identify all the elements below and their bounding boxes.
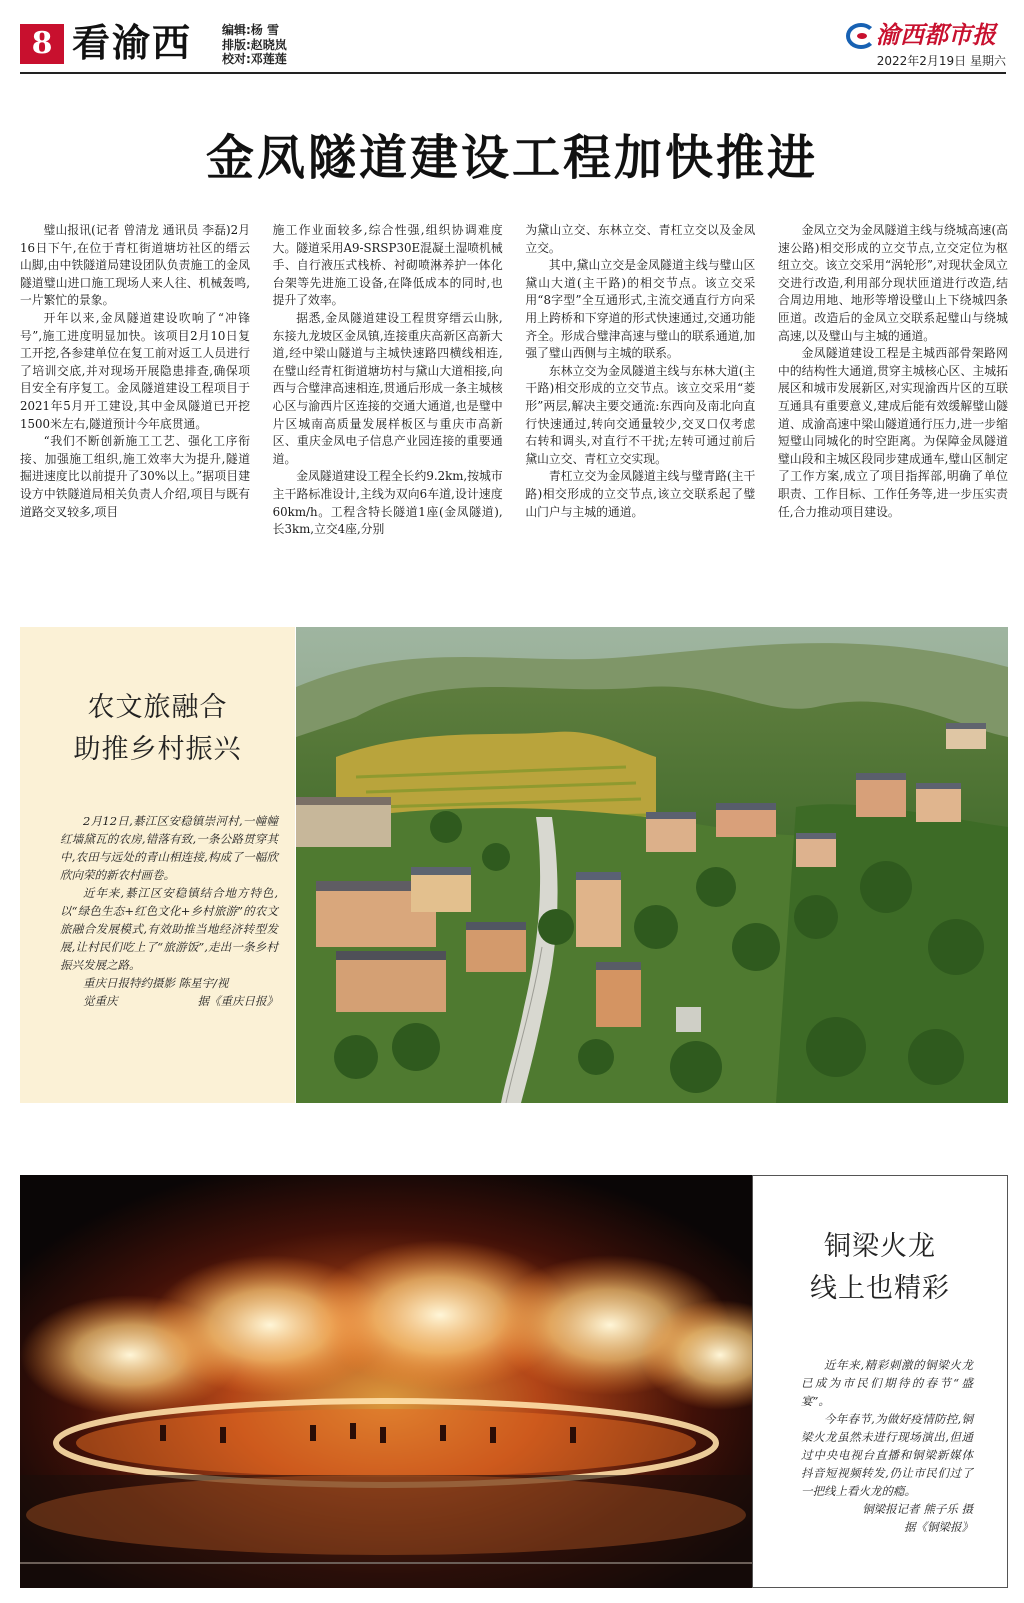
editor-name: 编辑:杨 雪	[222, 23, 279, 37]
village-photo-illustration	[296, 627, 1008, 1103]
paragraph: 东林立交为金凤隧道主线与东林大道(主干路)相交形成的立交节点。该立交采用“菱形”两层,解决主要交通流:东西向及南北向直行快速通过,转向交通量较少,交叉口仅考虑右转和调头,对直行不干扰;左转可通过前后黛山立交、青杠立交实现。	[525, 363, 756, 466]
fire-dragon-photo-illustration	[20, 1175, 752, 1588]
paragraph: 为黛山立交、东林立交、青杠立交以及金凤立交。	[525, 223, 756, 255]
paragraph: 金凤立交为金凤隧道主线与绕城高速(高速公路)相交形成的立交节点,立交定位为枢纽立交。该立交采用“涡轮形”,对现状金凤立交进行改造,利用部分现状匝道进行改造,结合周边用地、地形等增设璧山上下绕城四条匝道。改造后的金凤立交联系起璧山与绕城高速,以及璧山与主城的通道。	[777, 223, 1008, 343]
photo-credit-row	[60, 992, 278, 1010]
caption-paragraph: 近年来,精彩刺激的铜梁火龙已成为市民们期待的春节“盛宴”。	[801, 1358, 973, 1408]
feature-village-caption-panel	[20, 627, 295, 1103]
title-line: 农文旅融合	[87, 692, 228, 723]
paragraph: “我们不断创新施工工艺、强化工序衔接、加强施工组织,施工效率大为提升,隧道掘进速度比以前提升了30%以上。”据项目建设方中铁隧道局相关负责人介绍,项目与既有道路交叉较多,项目	[20, 434, 250, 519]
caption-paragraph: 2月12日,綦江区安稳镇崇河村,一幢幢红墙黛瓦的农房,错落有致,一条公路贯穿其中,农田与远处的青山相连接,构成了一幅欣欣向荣的新农村画卷。	[60, 814, 278, 882]
source-credit: 据《铜梁报》	[904, 1520, 973, 1534]
photo-credit: 重庆日报特约摄影 陈星宇/视	[83, 976, 229, 990]
feature-fire-dragon-title	[753, 1226, 1007, 1310]
paragraph: 其中,黛山立交是金凤隧道主线与璧山区黛山大道(主干路)的相交节点。该立交采用“8字型”全互通形式,主流交通直行方向采用上跨桥和下穿道的形式快速通过,交通功能齐全。形成合璧津高速与璧山的联系通道,加强了璧山西侧与主城的联系。	[525, 258, 756, 361]
issue-date: 2022年2月19日 星期六	[876, 54, 1006, 68]
article-body	[20, 222, 1008, 558]
newspaper-name: 渝西都市报	[876, 20, 996, 49]
masthead-rule	[20, 72, 1006, 74]
title-line: 铜梁火龙	[824, 1231, 936, 1262]
article-column-3	[525, 222, 755, 558]
page-number: 8	[20, 24, 64, 64]
feature-fire-dragon-caption	[801, 1356, 973, 1536]
title-line: 助推乡村振兴	[73, 734, 242, 765]
section-title: 看渝西	[72, 20, 193, 65]
title-line: 线上也精彩	[810, 1273, 950, 1304]
paragraph: 金凤隧道建设工程全长约9.2km,按城市主干路标准设计,主线为双向6车道,设计速度60km/h。工程含特长隧道1座(金凤隧道),长3km,立交4座,分别	[272, 469, 503, 537]
feature-village	[20, 627, 1008, 1103]
source-credit: 据《重庆日报》	[197, 994, 278, 1008]
fire-dragon-photo	[20, 1175, 752, 1588]
photo-credit: 觉重庆	[83, 994, 118, 1008]
paragraph: 开年以来,金凤隧道建设吹响了“冲锋号”,施工进度明显加快。该项目2月10日复工开挖,各参建单位在复工前对返工人员进行了培训交底,并对现场开展隐患排查,确保项目安全有序复工。金凤隧道建设工程项目于2021年5月开工建设,其中金凤隧道已开挖1500米左右,隧道预计今年底贯通。	[20, 310, 250, 431]
main-headline: 金凤隧道建设工程加快推进	[205, 130, 818, 186]
article-column-2	[273, 222, 503, 558]
layout-name: 排版:赵晓岚	[222, 37, 287, 52]
feature-fire-dragon	[20, 1175, 1008, 1588]
caption-paragraph: 今年春节,为做好疫情防控,铜梁火龙虽然未进行现场演出,但通过中央电视台直播和铜梁新媒体抖音短视频转发,仍让市民们过了一把线上看火龙的瘾。	[801, 1412, 973, 1498]
paragraph: 青杠立交为金凤隧道主线与璧青路(主干路)相交形成的立交节点,该立交联系起了璧山门户与主城的通道。	[525, 469, 756, 519]
feature-fire-dragon-caption-panel	[752, 1175, 1008, 1588]
paragraph: 据悉,金凤隧道建设工程贯穿缙云山脉,东接九龙坡区金凤镇,连接重庆高新区高新大道,经中梁山隧道与主城快速路四横线相连,在璧山经青杠街道塘坊村与黛山大道相接,向西与合璧津高速相连,贯通后形成一条主城核心区与渝西片区连接的交通大通道,也是璧中片区城南高质量发展样板区与重庆市高新区、重庆金凤电子信息产业园连接的重要通道。	[272, 310, 503, 466]
masthead	[20, 18, 1006, 72]
feature-village-title	[20, 687, 295, 771]
paragraph: 施工作业面较多,综合性强,组织协调难度大。隧道采用A9-SRSP30E混凝土湿喷机械手、自行液压式栈桥、衬砌喷淋养护一体化台架等先进施工设备,在降低成本的同时,也提升了效率。	[272, 223, 503, 308]
editor-credits	[222, 23, 287, 67]
article-column-4	[778, 222, 1008, 558]
newspaper-logo	[846, 20, 1006, 70]
logo-icon	[846, 23, 876, 49]
village-aerial-photo	[296, 627, 1008, 1103]
proofreader-name: 校对:邓莲莲	[222, 52, 287, 66]
article-column-1	[20, 222, 250, 558]
photo-credit: 铜梁报记者 熊子乐 摄	[862, 1502, 973, 1516]
paragraph: 金凤隧道建设工程是主城西部骨架路网中的结构性大通道,贯穿主城核心区、主城拓展区和城市发展新区,对实现渝西片区的互联互通具有重要意义,建成后能有效缓解璧山隧道、成渝高速中梁山隧道通行压力,进一步缩短璧山同城化的时空距离。为保障金凤隧道璧山段和主城区段同步建成通车,璧山区制定了工作方案,成立了项目指挥部,明确了单位职责、工作目标、工作任务等,进一步压实责任,合力推动项目建设。	[777, 346, 1008, 519]
paragraph: 璧山报讯(记者 曾清龙 通讯员 李磊)2月16日下午,在位于青杠街道塘坊社区的缙云山脚,由中铁隧道局建设团队负责施工的金凤隧道璧山进口施工现场人来人往、机械轰鸣,一片繁忙的景象。	[20, 223, 250, 308]
caption-paragraph: 近年来,綦江区安稳镇结合地方特色,以“绿色生态+红色文化+乡村旅游”的农文旅融合发展模式,有效助推当地经济转型发展,让村民们吃上了“旅游饭”,走出一条乡村振兴发展之路。	[60, 886, 278, 972]
feature-village-caption	[60, 812, 278, 1010]
